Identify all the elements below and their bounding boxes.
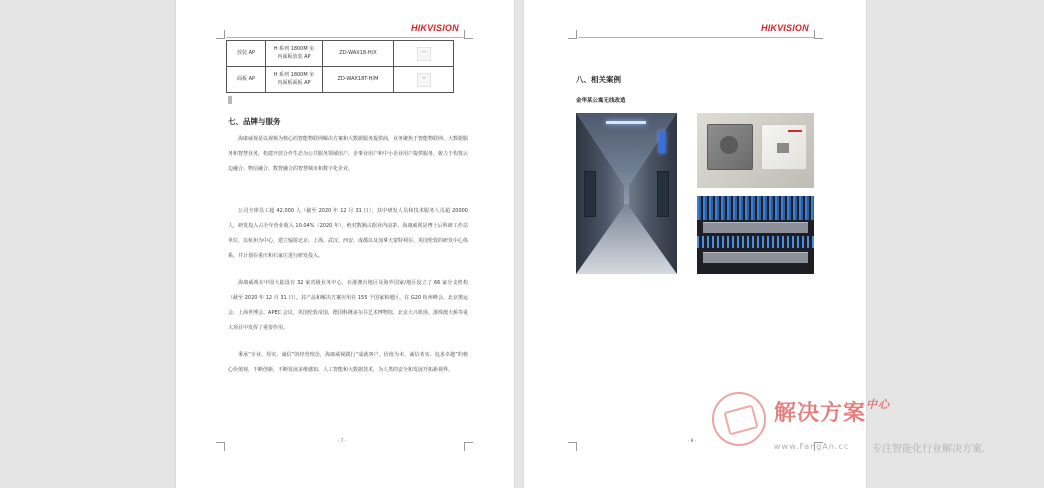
section-title: 八、相关案例 xyxy=(576,75,621,84)
table-cell-model: ZD-WAX18T-H/M xyxy=(323,67,394,93)
table-row xyxy=(227,41,454,67)
paragraph: 秉承“专业、厚实、诚信”的经营理念，海康威视践行“成就客户、价值为本、诚信务实、追求卓越”的核心价值观，不断创新，不断发展多维感知、人工智能和大数据技术，为人类的安全和发展开拓新视界。 xyxy=(228,352,468,373)
rack-switch xyxy=(703,222,808,233)
product-table xyxy=(226,40,454,93)
header-rule xyxy=(578,37,814,38)
desc-line-2: 内面板面板 AP xyxy=(277,79,311,86)
crop-mark xyxy=(216,442,225,451)
ap-product-image xyxy=(417,47,431,61)
table-cell-desc xyxy=(266,67,323,93)
desc-line-2: 内面板放装 AP xyxy=(277,53,311,60)
rack-switch xyxy=(703,252,808,263)
header-rule xyxy=(226,37,464,38)
watermark-slogan: 专注智能化行业解决方案. xyxy=(872,444,986,455)
crop-mark xyxy=(464,30,473,39)
page-number: - 7 - xyxy=(338,438,346,443)
section-title: 七、品牌与服务 xyxy=(228,117,281,126)
desc-line-1: H 系列 1800M 室 xyxy=(273,46,315,52)
text-cursor xyxy=(228,96,232,104)
brand-logo: HIKVISION xyxy=(411,23,459,33)
hallway-door xyxy=(584,171,596,217)
power-socket-plate xyxy=(707,124,753,170)
paragraph: 海康威视是以视频为核心的智能物联网解决方案和大数据服务提供商，业务聚焦于智能物联网、大数据服务和智慧业务，构建开放合作生态为公共服务领域用户、企事业用户和中小企业用户提供服务，致力于构筑云边融合、物信融合、数智融合的智慧城市和数字化企业。 xyxy=(228,136,469,172)
page-number: - 8 - xyxy=(688,438,696,443)
crop-mark xyxy=(216,30,225,39)
watermark-title-text: 解决方案 xyxy=(774,401,867,426)
hallway-photo xyxy=(576,113,677,274)
table-cell-type: 面板 AP xyxy=(227,67,266,93)
watermark-url: www.FangAn.cc xyxy=(774,442,850,451)
rack-cables xyxy=(697,236,814,248)
table-cell-image xyxy=(394,67,454,93)
table-row xyxy=(227,67,454,93)
wall-socket-photo xyxy=(697,113,814,188)
table-cell-type: 放装 AP xyxy=(227,41,266,67)
desc-line-1: H 系列 1800M 室 xyxy=(273,72,315,78)
rack-cables xyxy=(697,196,814,220)
crop-mark xyxy=(464,442,473,451)
paragraph: 公司全球员工超 42,000 人（截至 2020 年 12 月 31 日），其中研发人员和技术服务人员超 20000 人，研发投入占全年营业收入 10.04%（2020 年），绝对数额占据业内前茅。海康威视是博士后科研工作站单位，以杭州为中心，建立辐射北京、上海、武汉、西安、成都以及加拿大蒙特利尔、英国伦敦的研发中心体系，并计划在重庆和石家庄进行研发投入。 xyxy=(228,208,469,259)
hallway-door xyxy=(657,171,669,217)
watermark-title-suffix: 中心 xyxy=(866,398,891,411)
case-title: 金华某公寓无线改造 xyxy=(576,98,626,104)
hallway-sign xyxy=(659,131,665,153)
crop-mark xyxy=(568,30,577,39)
crop-mark xyxy=(814,442,823,451)
table-cell-model: ZD-WAX18-H/X xyxy=(323,41,394,67)
network-panel-ap xyxy=(761,124,807,170)
network-rack-photo xyxy=(697,196,814,274)
page-7 xyxy=(176,0,514,488)
crop-mark xyxy=(568,442,577,451)
table-cell-image xyxy=(394,41,454,67)
paragraph: 海康威视在中国大陆设有 32 家省级业务中心，在港澳台地区及海外国家/地区设立了 66 家分支机构（截至 2020 年 12 月 31 日）。其产品和解决方案应用在 155 个国家和地区，在 G20 杭州峰会、北京奥运会、上海世博会、APEC 会议、英国伦敦帝国、德国科隆多尔芬艺术博物馆、北京大兴机场、港珠澳大桥等重大项目中发挥了重要作用。 xyxy=(228,280,468,331)
crop-mark xyxy=(814,30,823,39)
ap-product-image xyxy=(417,73,431,87)
table-cell-desc xyxy=(266,41,323,67)
hallway-light xyxy=(606,121,646,124)
page-8 xyxy=(524,0,866,488)
brand-logo: HIKVISION xyxy=(761,23,809,33)
